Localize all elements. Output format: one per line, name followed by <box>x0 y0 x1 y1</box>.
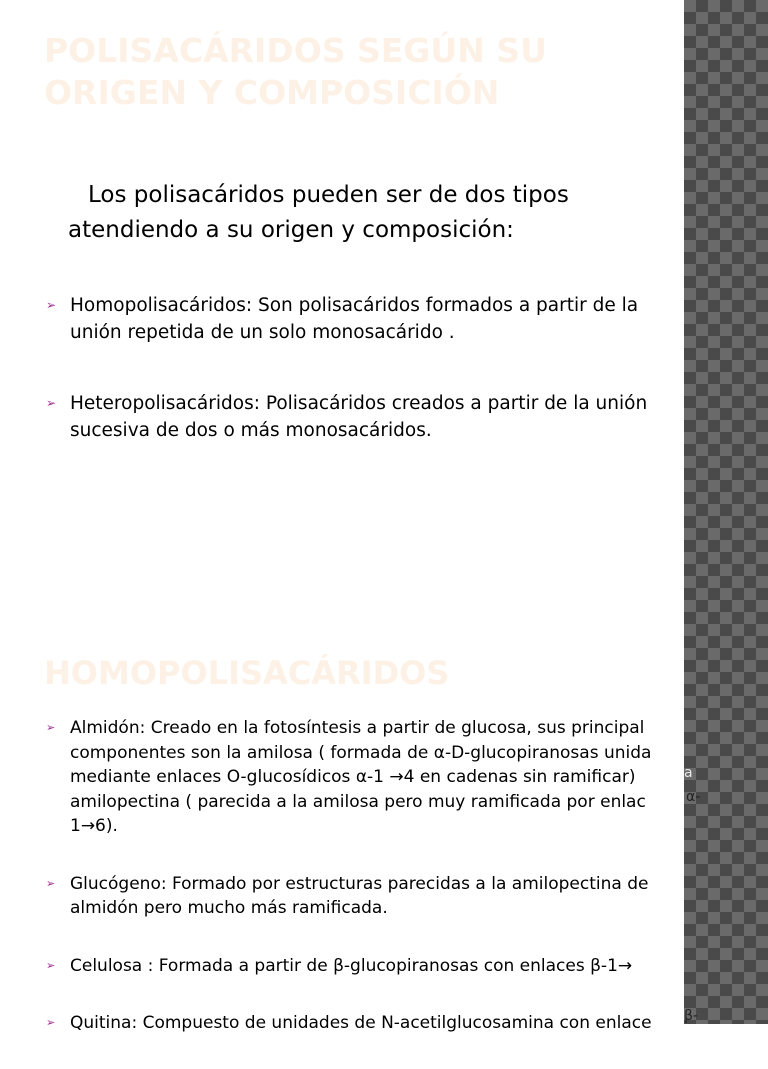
list-item-text: Glucógeno: Formado por estructuras parecidas a la amilopectina de almidón pero mucho más ramificada. <box>70 873 649 918</box>
arrowhead-bullet-icon: ➢ <box>46 1016 56 1029</box>
list-item <box>46 390 656 444</box>
list-item-text: Celulosa : Formada a partir de β-glucopiranosas con enlaces β-1→ <box>70 955 633 976</box>
bullet-list <box>46 292 656 488</box>
list-item-text: Homopolisacáridos: Son polisacáridos formados a partir de la unión repetida de un solo monosacárido . <box>70 295 639 343</box>
arrowhead-bullet-icon: ➢ <box>46 298 57 312</box>
intro-text <box>68 178 628 248</box>
list-item <box>46 716 676 839</box>
overflow-text-fragment: β- <box>684 1008 698 1024</box>
arrowhead-bullet-icon: ➢ <box>46 958 56 972</box>
overflow-text-fragment: a <box>684 765 693 781</box>
arrowhead-bullet-icon: ➢ <box>46 396 57 410</box>
list-item <box>46 954 676 979</box>
slide-origen-composicion <box>0 0 684 600</box>
intro-sentence: Los polisacáridos pueden ser de dos tipos atendiendo a su origen y composición: <box>68 182 569 243</box>
bullet-list <box>46 716 676 1069</box>
list-item <box>46 872 676 921</box>
list-item-text: Quitina: Compuesto de unidades de N-acetilglucosamina con enlace <box>70 1013 652 1033</box>
overflow-text-fragment: α- <box>686 789 701 805</box>
list-item <box>46 292 656 346</box>
slide-homopolisacaridos <box>0 640 684 1033</box>
list-item <box>46 1011 676 1036</box>
slide-title: HOMOPOLISACÁRIDOS <box>44 654 450 692</box>
decorative-diamond-stripe <box>684 0 768 1024</box>
slide-title: POLISACÁRIDOS SEGÚN SU ORIGEN Y COMPOSICIÓN <box>44 31 547 112</box>
arrowhead-bullet-icon: ➢ <box>46 721 56 734</box>
arrowhead-bullet-icon: ➢ <box>46 876 56 890</box>
list-item-text: Heteropolisacáridos: Polisacáridos creados a partir de la unión sucesiva de dos o más monosacáridos. <box>70 393 648 441</box>
list-item-text: Almidón: Creado en la fotosíntesis a partir de glucosa, sus principal componentes son la amilosa ( formada de α-D-glucopiranosas unida mediante enlaces O-glucosídicos α-1 →4 en cadenas sin ramificar) amilopectina ( parecida a la amilosa pero muy ramificada por enlac 1→6). <box>70 718 652 836</box>
